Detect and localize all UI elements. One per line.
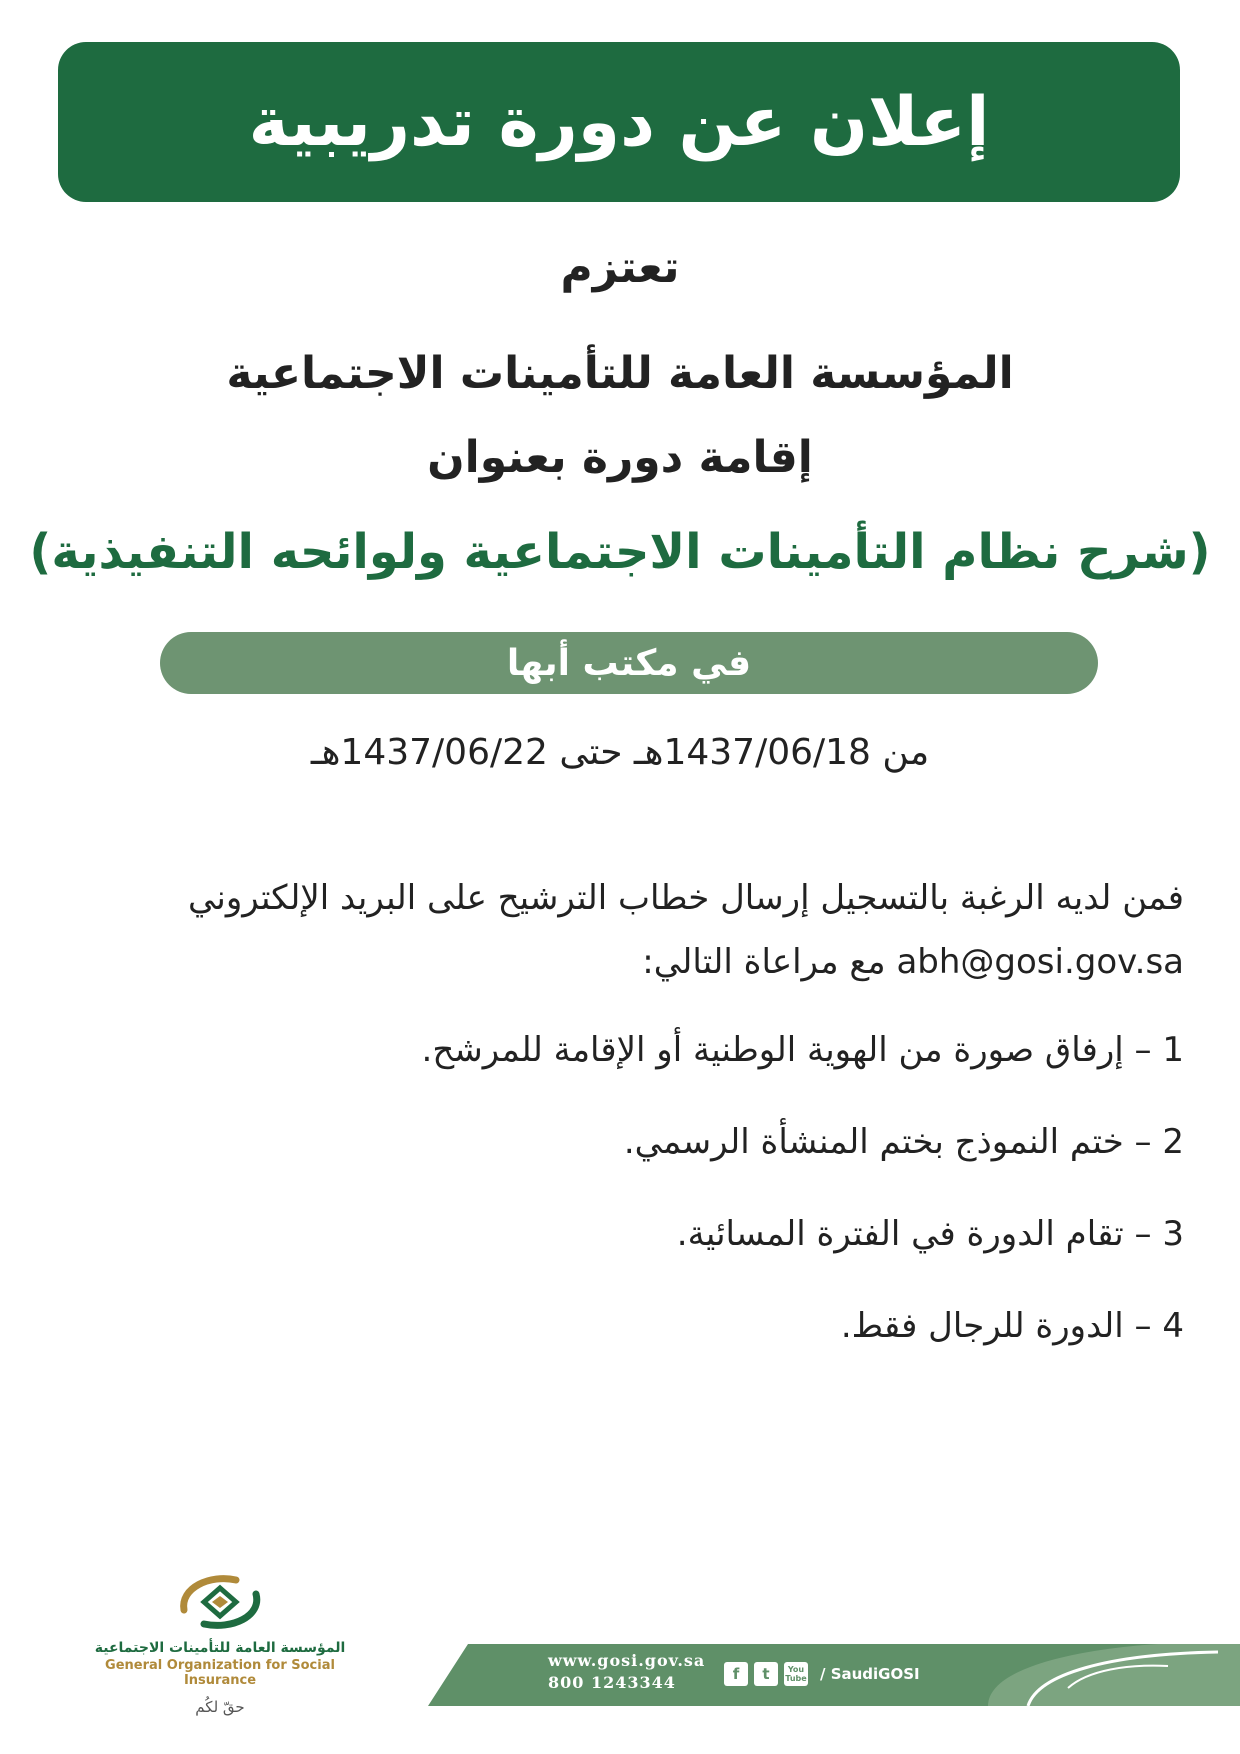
footer-contact — [548, 1650, 708, 1694]
instructions-line-2-rest: مع مراعاة التالي: — [642, 942, 897, 982]
course-dates: من 1437/06/18هـ حتى 1437/06/22هـ — [310, 732, 930, 773]
logo-english-name: General Organization for Social Insurance — [105, 1658, 335, 1688]
organization-name: المؤسسة العامة للتأمينات الاجتماعية — [226, 348, 1014, 399]
location-text: في مكتب أبها — [506, 642, 752, 684]
phone-number: 800 1243344 — [548, 1673, 676, 1692]
course-title: (شرح نظام التأمينات الاجتماعية ولوائحه التنفيذية) — [29, 524, 1211, 580]
youtube-icon[interactable]: You Tube — [784, 1662, 808, 1686]
location-pill — [160, 632, 1098, 694]
gosi-logo-mark-icon — [170, 1570, 270, 1634]
logo-arabic-name: المؤسسة العامة للتأمينات الاجتماعية — [94, 1640, 346, 1656]
intro-text: تعتزم — [560, 242, 680, 293]
notes-list — [174, 1020, 1184, 1388]
twitter-icon[interactable]: t — [754, 1662, 778, 1686]
website-link[interactable]: www.gosi.gov.sa — [548, 1651, 706, 1670]
social-handle[interactable]: / SaudiGOSI — [820, 1665, 920, 1683]
social-links — [724, 1660, 920, 1688]
list-item: 1 – إرفاق صورة من الهوية الوطنية أو الإقامة للمرشح. — [421, 1030, 1184, 1070]
logo-tagline: حقّ لكُم — [195, 1698, 245, 1716]
list-item: 4 – الدورة للرجال فقط. — [840, 1306, 1184, 1346]
instructions-line-2 — [174, 930, 1184, 994]
email-link[interactable]: abh@gosi.gov.sa — [896, 942, 1184, 982]
gosi-logo — [80, 1570, 360, 1720]
registration-instructions — [174, 866, 1184, 994]
course-label: إقامة دورة بعنوان — [427, 432, 813, 483]
instructions-line-1: فمن لديه الرغبة بالتسجيل إرسال خطاب الترشيح على البريد الإلكتروني — [188, 878, 1184, 918]
list-item: 3 – تقام الدورة في الفترة المسائية. — [676, 1214, 1184, 1254]
header-banner — [58, 42, 1180, 202]
facebook-icon[interactable]: f — [724, 1662, 748, 1686]
list-item: 2 – ختم النموذج بختم المنشأة الرسمي. — [623, 1122, 1184, 1162]
page-title: إعلان عن دورة تدريبية — [248, 82, 990, 162]
